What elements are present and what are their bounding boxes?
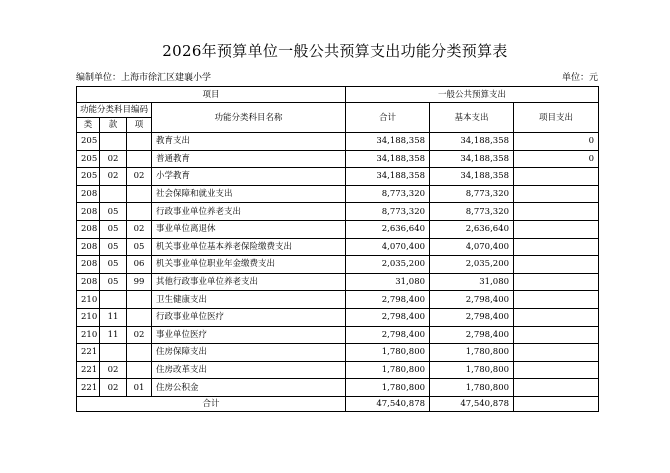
cell-name: 机关事业单位职业年金缴费支出 (152, 256, 346, 274)
cell-xiang (127, 344, 152, 362)
cell-name: 小学教育 (152, 168, 346, 186)
cell-project (514, 326, 599, 344)
header-basic: 基本支出 (430, 103, 514, 133)
table-row (77, 238, 599, 256)
cell-total: 1,780,800 (346, 344, 430, 362)
cell-xiang (127, 308, 152, 326)
cell-project (514, 308, 599, 326)
table-row (77, 273, 599, 291)
cell-name: 社会保障和就业支出 (152, 185, 346, 203)
cell-project (514, 203, 599, 221)
cell-name: 事业单位医疗 (152, 326, 346, 344)
header-row-2 (77, 103, 599, 118)
cell-total: 4,070,400 (346, 238, 430, 256)
cell-xiang (127, 133, 152, 151)
cell-project (514, 168, 599, 186)
cell-total: 2,798,400 (346, 326, 430, 344)
cell-xiang (127, 361, 152, 379)
cell-total: 31,080 (346, 273, 430, 291)
table-row (77, 308, 599, 326)
table-row (77, 150, 599, 168)
cell-lei: 208 (77, 220, 100, 238)
cell-project (514, 238, 599, 256)
cell-name: 住房公积金 (152, 379, 346, 397)
cell-lei: 221 (77, 379, 100, 397)
table-row (77, 344, 599, 362)
cell-project: 0 (514, 150, 599, 168)
cell-name: 机关事业单位基本养老保险缴费支出 (152, 238, 346, 256)
cell-basic: 2,636,640 (430, 220, 514, 238)
cell-project (514, 361, 599, 379)
cell-xiang: 06 (127, 256, 152, 274)
table-row (77, 185, 599, 203)
totals-total: 47,540,878 (346, 396, 430, 411)
cell-project (514, 291, 599, 309)
cell-project (514, 185, 599, 203)
cell-kuan: 05 (100, 256, 127, 274)
currency-label: 单位：元 (561, 73, 598, 83)
cell-name: 教育支出 (152, 133, 346, 151)
cell-kuan (100, 344, 127, 362)
cell-basic: 8,773,320 (430, 203, 514, 221)
header-name: 功能分类科目名称 (152, 103, 346, 133)
cell-lei: 221 (77, 361, 100, 379)
cell-basic: 1,780,800 (430, 379, 514, 397)
totals-basic: 47,540,878 (430, 396, 514, 411)
cell-xiang: 01 (127, 379, 152, 397)
cell-kuan (100, 291, 127, 309)
cell-name: 普通教育 (152, 150, 346, 168)
cell-project (514, 220, 599, 238)
table-row (77, 256, 599, 274)
cell-basic: 8,773,320 (430, 185, 514, 203)
cell-xiang (127, 203, 152, 221)
cell-lei: 210 (77, 326, 100, 344)
cell-xiang: 99 (127, 273, 152, 291)
cell-lei: 208 (77, 185, 100, 203)
cell-basic: 31,080 (430, 273, 514, 291)
cell-basic: 2,035,200 (430, 256, 514, 274)
cell-kuan (100, 133, 127, 151)
cell-total: 34,188,358 (346, 168, 430, 186)
cell-xiang (127, 185, 152, 203)
cell-lei: 205 (77, 168, 100, 186)
header-project: 项目 (77, 87, 346, 103)
cell-kuan: 02 (100, 379, 127, 397)
cell-total: 1,780,800 (346, 361, 430, 379)
table-row (77, 326, 599, 344)
cell-project (514, 344, 599, 362)
cell-name: 行政事业单位医疗 (152, 308, 346, 326)
cell-lei: 205 (77, 133, 100, 151)
cell-name: 住房保障支出 (152, 344, 346, 362)
totals-row (77, 396, 599, 411)
header-xiang: 项 (127, 118, 152, 133)
page-title: 2026年预算单位一般公共预算支出功能分类预算表 (162, 42, 508, 60)
totals-project (514, 396, 599, 411)
header-general-budget: 一般公共预算支出 (346, 87, 599, 103)
cell-total: 34,188,358 (346, 150, 430, 168)
cell-basic: 1,780,800 (430, 361, 514, 379)
cell-basic: 2,798,400 (430, 291, 514, 309)
cell-lei: 208 (77, 273, 100, 291)
cell-kuan: 11 (100, 326, 127, 344)
cell-kuan: 05 (100, 238, 127, 256)
cell-total: 2,798,400 (346, 308, 430, 326)
table-row (77, 291, 599, 309)
cell-basic: 34,188,358 (430, 150, 514, 168)
cell-kuan: 11 (100, 308, 127, 326)
budget-table (76, 86, 599, 412)
cell-lei: 221 (77, 344, 100, 362)
cell-kuan (100, 185, 127, 203)
cell-name: 卫生健康支出 (152, 291, 346, 309)
cell-basic: 34,188,358 (430, 168, 514, 186)
cell-basic: 4,070,400 (430, 238, 514, 256)
cell-total: 34,188,358 (346, 133, 430, 151)
cell-project (514, 379, 599, 397)
table-row (77, 203, 599, 221)
cell-name: 事业单位离退休 (152, 220, 346, 238)
cell-project (514, 256, 599, 274)
cell-kuan: 02 (100, 168, 127, 186)
cell-kuan: 02 (100, 150, 127, 168)
cell-kuan: 05 (100, 220, 127, 238)
table-row (77, 220, 599, 238)
cell-xiang: 02 (127, 220, 152, 238)
cell-basic: 1,780,800 (430, 344, 514, 362)
cell-kuan: 05 (100, 203, 127, 221)
cell-total: 2,636,640 (346, 220, 430, 238)
cell-lei: 208 (77, 203, 100, 221)
cell-total: 8,773,320 (346, 203, 430, 221)
cell-kuan: 05 (100, 273, 127, 291)
cell-xiang: 02 (127, 326, 152, 344)
cell-lei: 210 (77, 308, 100, 326)
header-code-group: 功能分类科目编码 (77, 103, 152, 118)
cell-lei: 208 (77, 256, 100, 274)
cell-project: 0 (514, 133, 599, 151)
table-row (77, 361, 599, 379)
header-row-1 (77, 87, 599, 103)
unit-label: 编制单位：上海市徐汇区建襄小学 (76, 73, 212, 83)
table-row (77, 168, 599, 186)
cell-total: 2,798,400 (346, 291, 430, 309)
totals-label: 合计 (77, 396, 346, 411)
table-row (77, 133, 599, 151)
header-kuan: 款 (100, 118, 127, 133)
header-project-expense: 项目支出 (514, 103, 599, 133)
cell-basic: 34,188,358 (430, 133, 514, 151)
cell-xiang (127, 291, 152, 309)
header-lei: 类 (77, 118, 100, 133)
cell-name: 其他行政事业单位养老支出 (152, 273, 346, 291)
cell-name: 行政事业单位养老支出 (152, 203, 346, 221)
cell-xiang: 02 (127, 168, 152, 186)
cell-total: 1,780,800 (346, 379, 430, 397)
cell-lei: 210 (77, 291, 100, 309)
cell-xiang: 05 (127, 238, 152, 256)
cell-lei: 205 (77, 150, 100, 168)
cell-xiang (127, 150, 152, 168)
cell-total: 8,773,320 (346, 185, 430, 203)
cell-total: 2,035,200 (346, 256, 430, 274)
cell-basic: 2,798,400 (430, 326, 514, 344)
cell-basic: 2,798,400 (430, 308, 514, 326)
table-row (77, 379, 599, 397)
cell-kuan: 02 (100, 361, 127, 379)
cell-name: 住房改革支出 (152, 361, 346, 379)
cell-project (514, 273, 599, 291)
header-total: 合计 (346, 103, 430, 133)
cell-lei: 208 (77, 238, 100, 256)
